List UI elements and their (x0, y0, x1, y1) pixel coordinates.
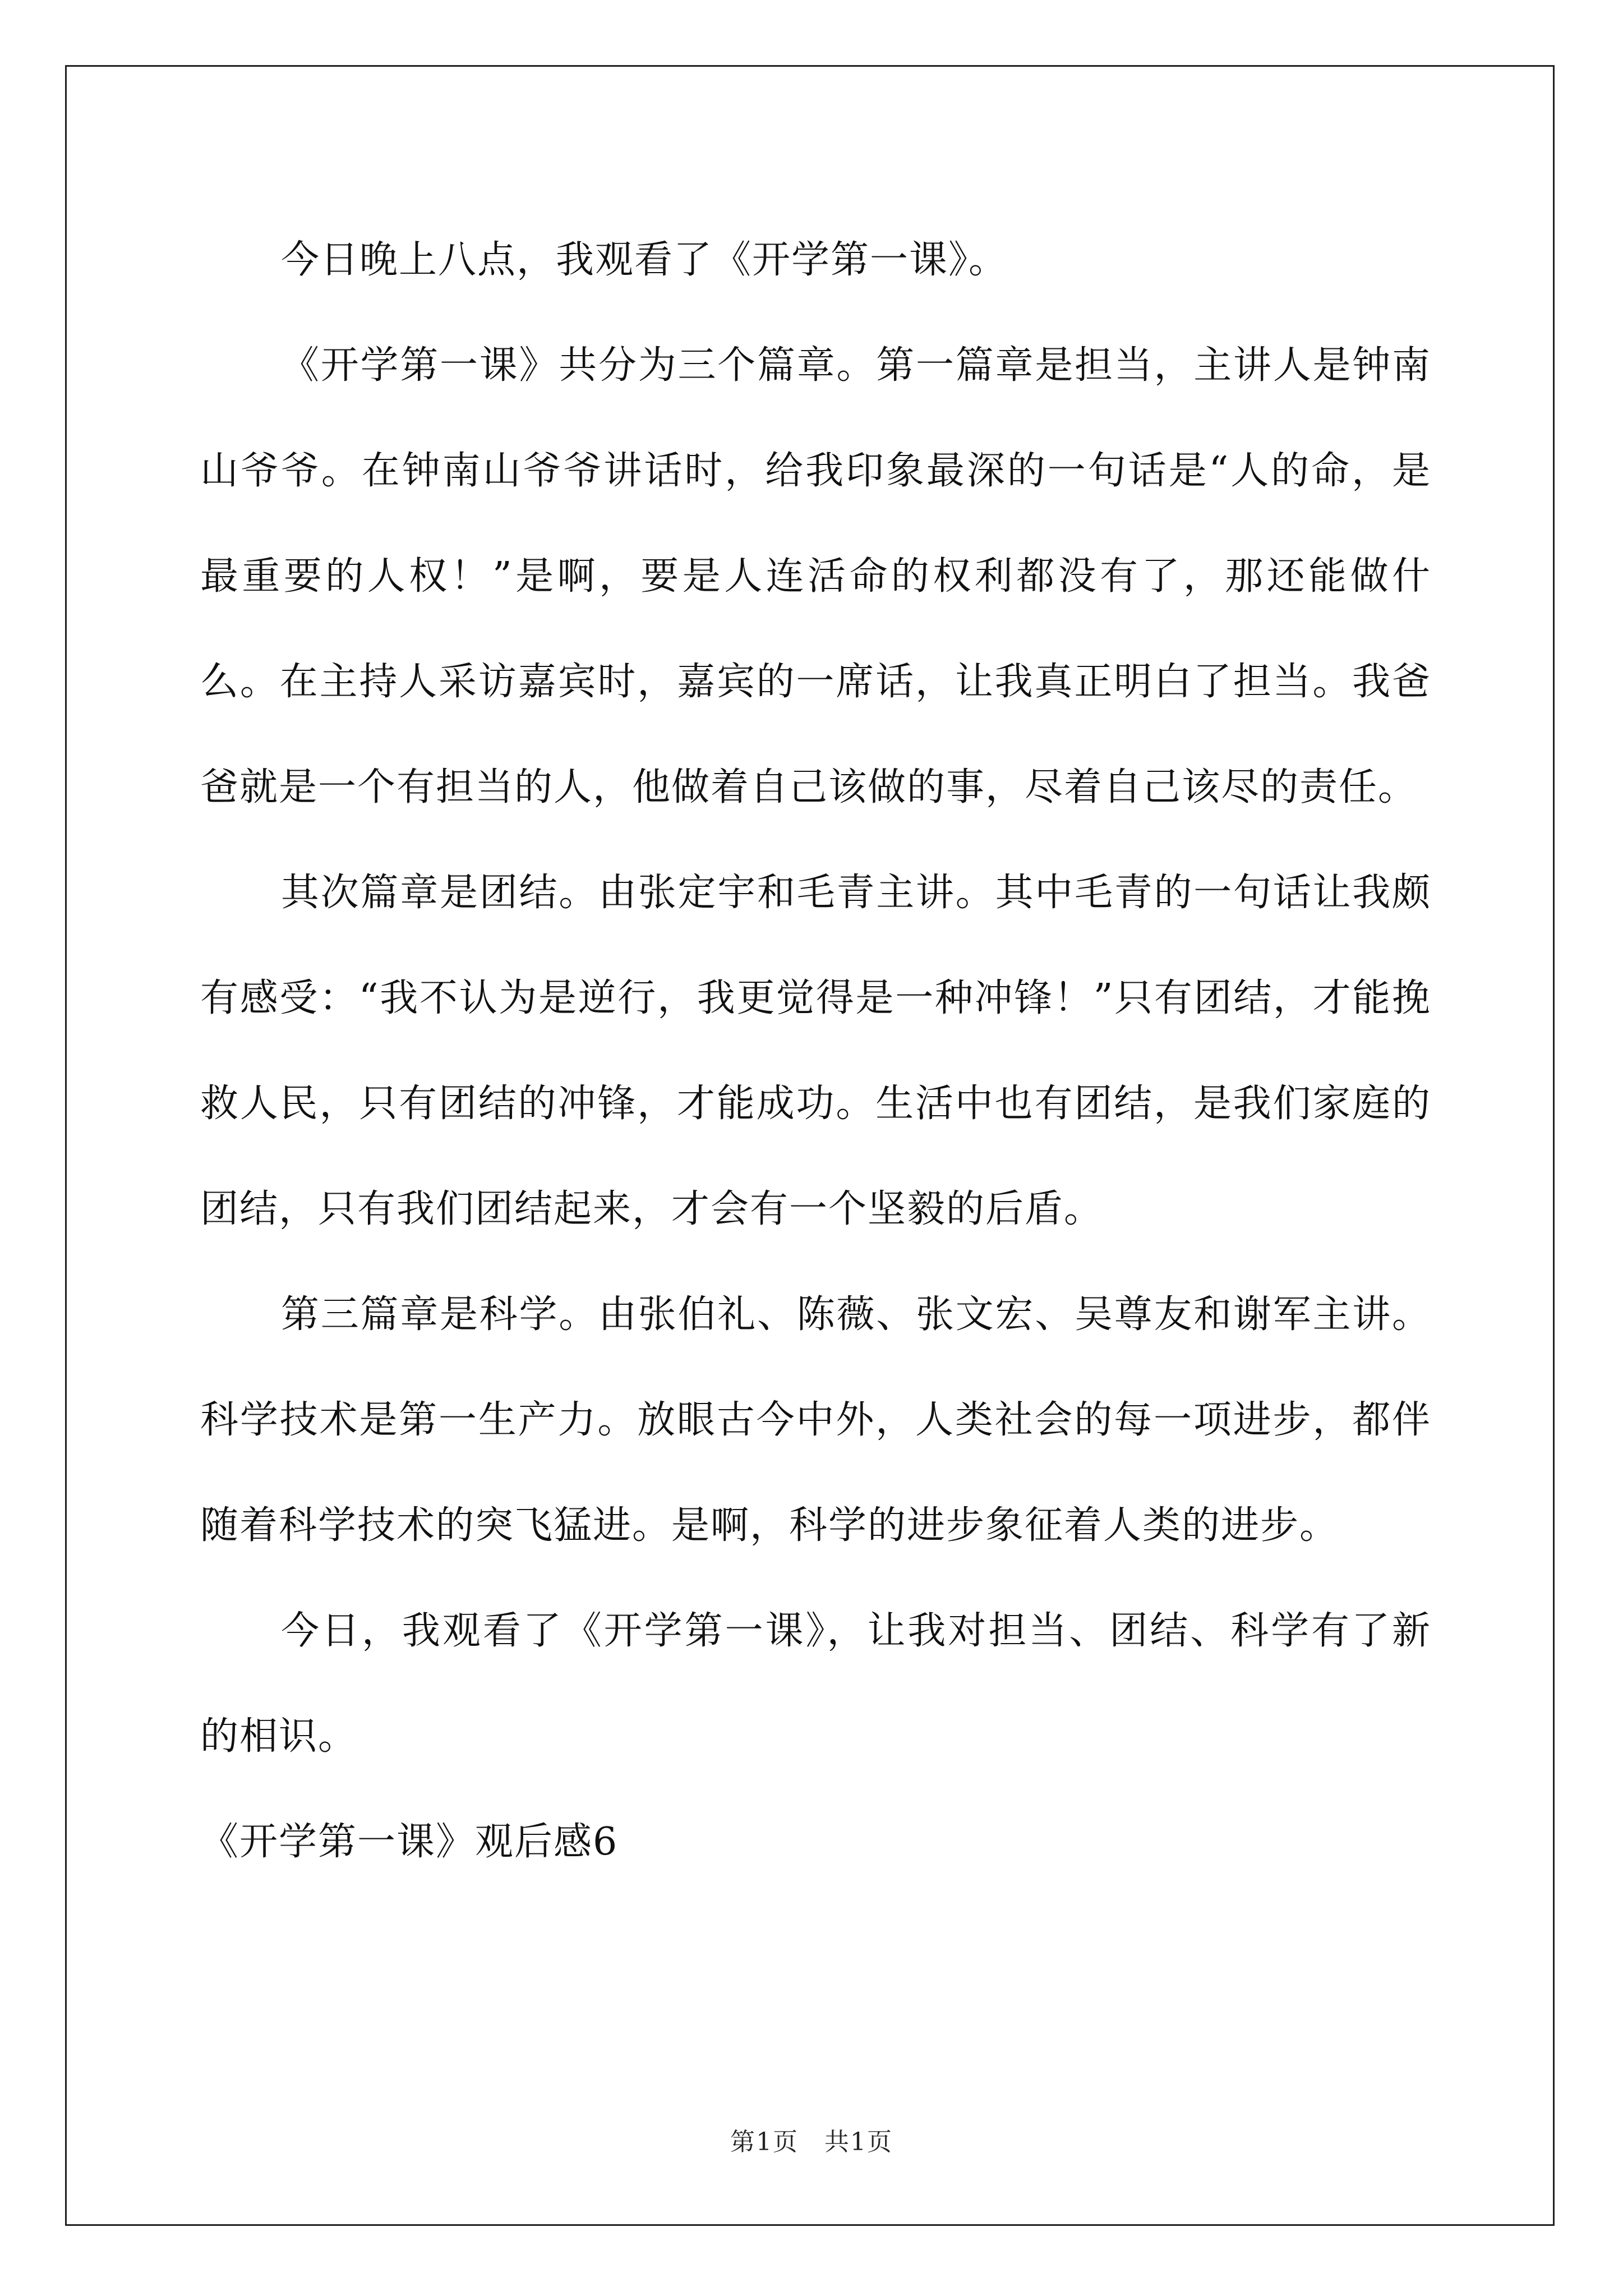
page-footer: 第1页 共1页 (730, 2128, 893, 2156)
paragraph-conclusion: 今日，我观看了《开学第一课》，让我对担当、团结、科学有了新的相识。 (200, 1609, 1431, 1759)
paragraph-chapter-two: 其次篇章是团结。由张定宇和毛青主讲。其中毛青的一句话让我颇有感受：“我不认为是逆行，我更觉得是一种冲锋！”只有团结，才能挽救人民，只有团结的冲锋，才能成功。生活中也有团结，是我们家庭的团结，只有我们团结起来，才会有一个坚毅的后盾。 (200, 871, 1431, 1231)
document-body (200, 208, 1431, 1895)
paragraph-chapter-three: 第三篇章是科学。由张伯礼、陈薇、张文宏、吴尊友和谢军主讲。科学技术是第一生产力。放眼古今中外，人类社会的每一项进步，都伴随着科学技术的突飞猛进。是啊，科学的进步象征着人类的进步。 (200, 1292, 1431, 1548)
paragraph-intro: 今日晚上八点，我观看了《开学第一课》。 (281, 238, 1008, 282)
paragraph-chapter-one: 《开学第一课》共分为三个篇章。第一篇章是担当，主讲人是钟南山爷爷。在钟南山爷爷讲话时，给我印象最深的一句话是“人的命，是最重要的人权！”是啊，要是人连活命的权利都没有了，那还能做什么。在主持人采访嘉宾时，嘉宾的一席话，让我真正明白了担当。我爸爸就是一个有担当的人，他做着自己该做的事，尽着自己该尽的责任。 (200, 343, 1431, 809)
section-heading: 《开学第一课》观后感6 (200, 1820, 619, 1864)
